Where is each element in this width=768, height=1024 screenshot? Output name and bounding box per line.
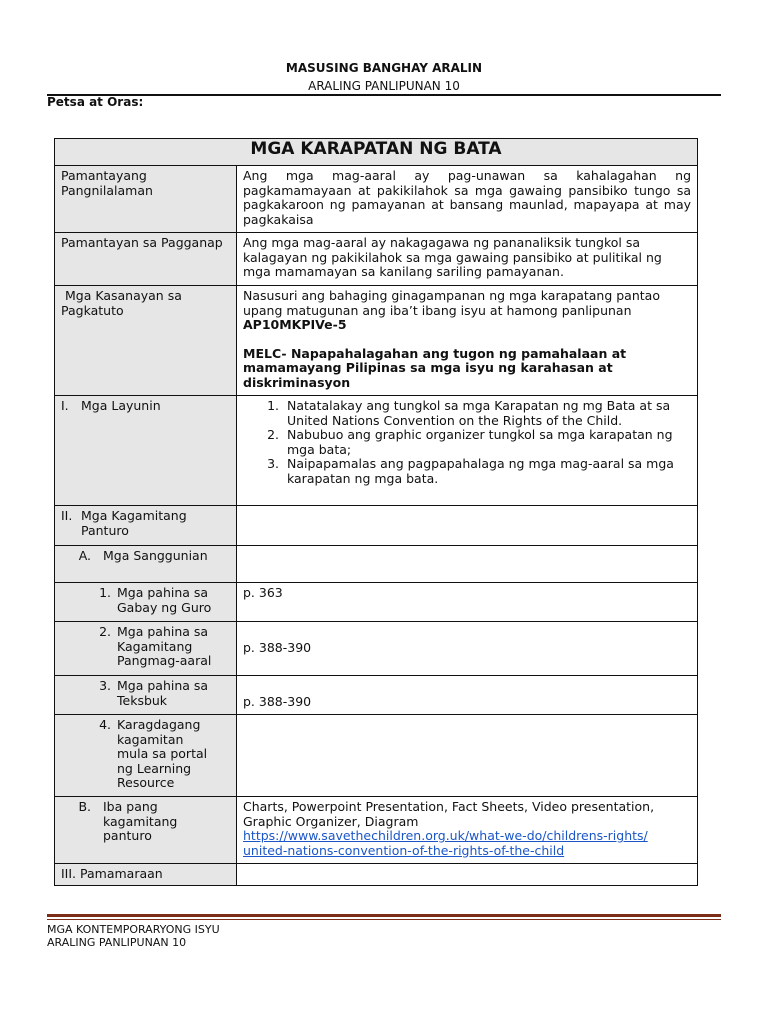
table-title: MGA KARAPATAN NG BATA [55,139,698,166]
row-value: Ang mga mag-aaral ay pag-unawan sa kahalagahan ng pagkamamayaan at pakikilahok sa mga gawaing pansibiko tungo sa pagkakaroon ng pamayanan at bansang maunlad, mapayapa at may pagkakaisa [237,166,698,233]
row-value: p. 363 [237,583,698,622]
table-row [55,546,698,583]
objectives-cell [237,396,698,506]
lesson-plan-table [54,138,698,886]
document-title: MASUSING BANGHAY ARALIN [285,61,483,75]
table-row [55,583,698,622]
row-label: II. Mga Kagamitang Panturo [55,506,237,546]
list-item: 1. Natatalakay ang tungkol sa mga Karapatan ng mg Bata at sa United Nations Convention on the Rights of the Child. [267,398,671,428]
table-row [55,715,698,797]
row-label: I. Mga Layunin [55,396,237,506]
table-row [55,233,698,286]
footer-rule [47,914,721,917]
row-label: B. Iba pang kagamitang panturo [55,797,237,864]
row-value [237,546,698,583]
table-row [55,676,698,715]
row-value: p. 388-390 [237,676,698,715]
row-label: Pamantayang Pangnilalaman [55,166,237,233]
list-item: 2. Nabubuo ang graphic organizer tungkol sa mga karapatan ng mga bata; [267,427,673,457]
table-row [55,864,698,886]
footer-line-1: MGA KONTEMPORARYONG ISYU [47,923,220,936]
row-value [237,286,698,396]
row-value: p. 388-390 [237,622,698,676]
row-label: Mga Kasanayan sa Pagkatuto [55,286,237,396]
row-value [237,864,698,886]
footer-rule-thin [47,919,721,920]
document-subtitle: ARALING PANLIPUNAN 10 [308,79,460,93]
table-row [55,506,698,546]
row-label: III. Pamamaraan [55,864,237,886]
row-value [237,797,698,864]
melc-text: MELC- Napapahalagahan ang tugon ng pamahalaan at mamamayang Pilipinas sa mga isyu ng karahasan at diskriminasyon [243,345,627,390]
list-item: 3. Naipapamalas ang pagpapahalaga ng mga mag-aaral sa mga karapatan ng mga bata. [267,456,674,486]
row-label: 3. Mga pahina sa Teksbuk [55,676,237,715]
row-label: 2. Mga pahina sa Kagamitang Pangmag-aaral [55,622,237,676]
competency-text: Nasusuri ang bahaging ginagampanan ng mga karapatang pantao upang matugunan ang iba’t ibang isyu at hamong panlipunan [243,288,660,318]
reference-link[interactable]: https://www.savethechildren.org.uk/what-we-do/childrens-rights/ united-nations-convention-of-the-rights-of-the-child [243,828,648,858]
table-title-row [55,139,698,166]
date-time-label: Petsa at Oras: [47,95,144,109]
competency-code: AP10MKPIVe-5 [243,317,347,332]
table-row [55,622,698,676]
objectives-list [243,399,691,486]
table-row [55,286,698,396]
row-value: Ang mga mag-aaral ay nakagagawa ng pananaliksik tungkol sa kalagayan ng pakikilahok sa mga gawaing pansibiko at pulitikal ng mga mamamayan sa kanilang sariling pamayanan. [237,233,698,286]
footer-line-2: ARALING PANLIPUNAN 10 [47,936,187,949]
table-row [55,396,698,506]
row-label: 4. Karagdagang kagamitan mula sa portal ng Learning Resource [55,715,237,797]
materials-text: Charts, Powerpoint Presentation, Fact Sheets, Video presentation, Graphic Organizer, Diagram [243,799,655,829]
row-label: A. Mga Sanggunian [55,546,237,583]
row-value [237,506,698,546]
row-label: Pamantayan sa Pagganap [55,233,237,286]
row-label: 1. Mga pahina sa Gabay ng Guro [55,583,237,622]
table-row [55,797,698,864]
row-value [237,715,698,797]
header-rule [47,94,721,96]
table-row [55,166,698,233]
